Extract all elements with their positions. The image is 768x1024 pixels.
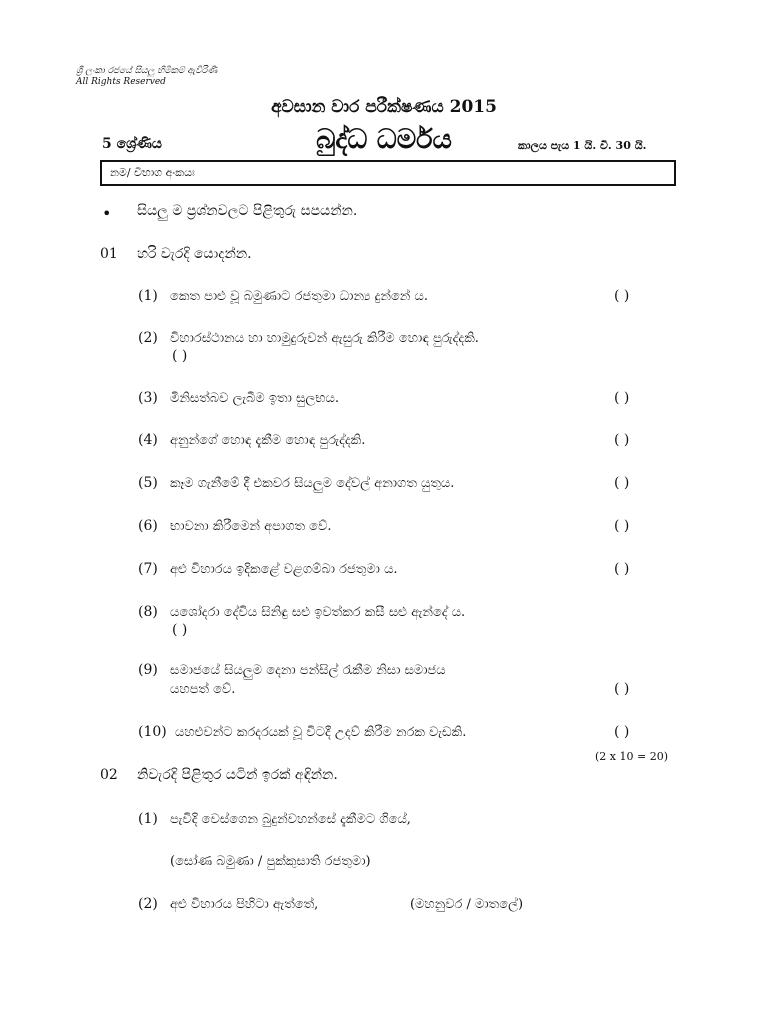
- time-allowed: කාලය පැය 1 යි. වි. 30 යි.: [518, 139, 647, 152]
- q1-item-number: (7): [138, 561, 158, 577]
- q1-item-text: භාවනා කිරීමෙන් අපාගත වේ.: [170, 519, 332, 534]
- q1-answer-bracket[interactable]: ( ): [614, 390, 630, 406]
- grade-label: 5 ශ්‍රේණිය: [102, 136, 162, 152]
- q1-item-number: (3): [138, 390, 158, 406]
- q1-item-text: කෙත පාළු වූ බමුණාට රජතුමා ධාන්‍ය දුන්නේ ය.: [170, 289, 428, 304]
- subject-title: බුද්ධ ධර්මය: [316, 124, 452, 155]
- q1-item-text: යහළුවන්ට කරදරයක් වූ විටදී උදව් කිරීම නරක වැඩකි.: [175, 725, 467, 740]
- q1-answer-bracket[interactable]: ( ): [614, 681, 630, 697]
- q2-item-text: අළු විහාරය පිහිටා ඇත්තේ,: [170, 897, 319, 912]
- copyright-english: All Rights Reserved: [76, 77, 166, 87]
- q1-item-number: (8): [138, 604, 158, 620]
- copyright-sinhala: ශ්‍රී ලංකා රජයේ සියලු හිමිකම් ඇවිරිණි: [76, 66, 218, 76]
- q2-item-number: (1): [138, 811, 158, 827]
- q1-item-number: (6): [138, 518, 158, 534]
- q1-item-number: (1): [138, 288, 158, 304]
- name-index-label: නම/ විභාග අංකයඃ: [110, 166, 195, 179]
- q1-item-number: (9): [138, 662, 158, 678]
- q1-item-text: මිනිසත්බව ලැබීම ඉතා සුලභය.: [170, 391, 339, 406]
- q1-answer-bracket[interactable]: ( ): [614, 518, 630, 534]
- q1-item-text: කෑම ගැනීමේ දී එකවර සියලුම දේවල් අනාගත යුතුය.: [170, 476, 455, 491]
- name-index-box[interactable]: [100, 160, 676, 186]
- q1-item-text: සමාජයේ සියලුම දෙනා පන්සිල් රැකීම නිසා සමාජය: [170, 663, 446, 678]
- q2-item-text: පැවිදි වෙස්ගෙන බුදුන්වහන්සේ දැකීමට ගියේ,: [170, 812, 411, 827]
- q1-item-number: (4): [138, 432, 158, 448]
- q1-item-text: අනුන්ගේ හොඳ දැකීම හොඳ පුරුද්දකි.: [170, 433, 366, 448]
- q1-item-number: (2): [138, 330, 158, 346]
- q1-title: හරි වැරදි යොදන්න.: [137, 246, 252, 262]
- copyright-notice: [76, 66, 217, 88]
- exam-title: අවසාන වාර පරීක්ෂණය 2015: [271, 97, 497, 117]
- q1-item-text: අළු විහාරය ඉදිකළේ වළගම්බා රජතුමා ය.: [170, 562, 398, 577]
- q1-answer-bracket[interactable]: ( ): [614, 432, 630, 448]
- q1-answer-bracket[interactable]: ( ): [614, 475, 630, 491]
- q2-number: 02: [100, 767, 118, 783]
- q1-answer-bracket[interactable]: ( ): [614, 288, 630, 304]
- q2-item-options[interactable]: (මහනුවර / මාතලේ): [410, 897, 524, 912]
- q1-item-text: යශෝදරා දේවිය සිනිඳු සළු ඉවත්කර කසී සළු ඇන්දේ ය.: [170, 605, 466, 620]
- q1-answer-bracket[interactable]: ( ): [172, 348, 188, 364]
- q1-number: 01: [100, 246, 118, 262]
- q1-item-number: (10): [138, 724, 167, 740]
- instruction-text: සියලු ම ප්‍රශ්නවලට පිළිතුරු සපයන්න.: [137, 203, 358, 219]
- q2-title: නිවැරදි පිළිතුර යටින් ඉරක් අඳින්න.: [137, 767, 338, 783]
- instruction-bullet: •: [102, 204, 112, 223]
- q1-answer-bracket[interactable]: ( ): [172, 622, 188, 638]
- q2-item-number: (2): [138, 896, 158, 912]
- q1-answer-bracket[interactable]: ( ): [614, 724, 630, 740]
- q1-item-text: විහාරස්ථානය හා හාමුදුරුවන් ඇසුරු කිරීම හොඳ පුරුද්දකි.: [170, 331, 479, 346]
- q1-item-number: (5): [138, 475, 158, 491]
- q1-item-text-continued: යහපත් වේ.: [170, 682, 236, 697]
- q1-answer-bracket[interactable]: ( ): [614, 561, 630, 577]
- q1-marks: (2 x 10 = 20): [595, 750, 668, 763]
- q2-item-options[interactable]: (සෝණ බමුණා / පුක්කුසාති රජතුමා): [170, 854, 371, 869]
